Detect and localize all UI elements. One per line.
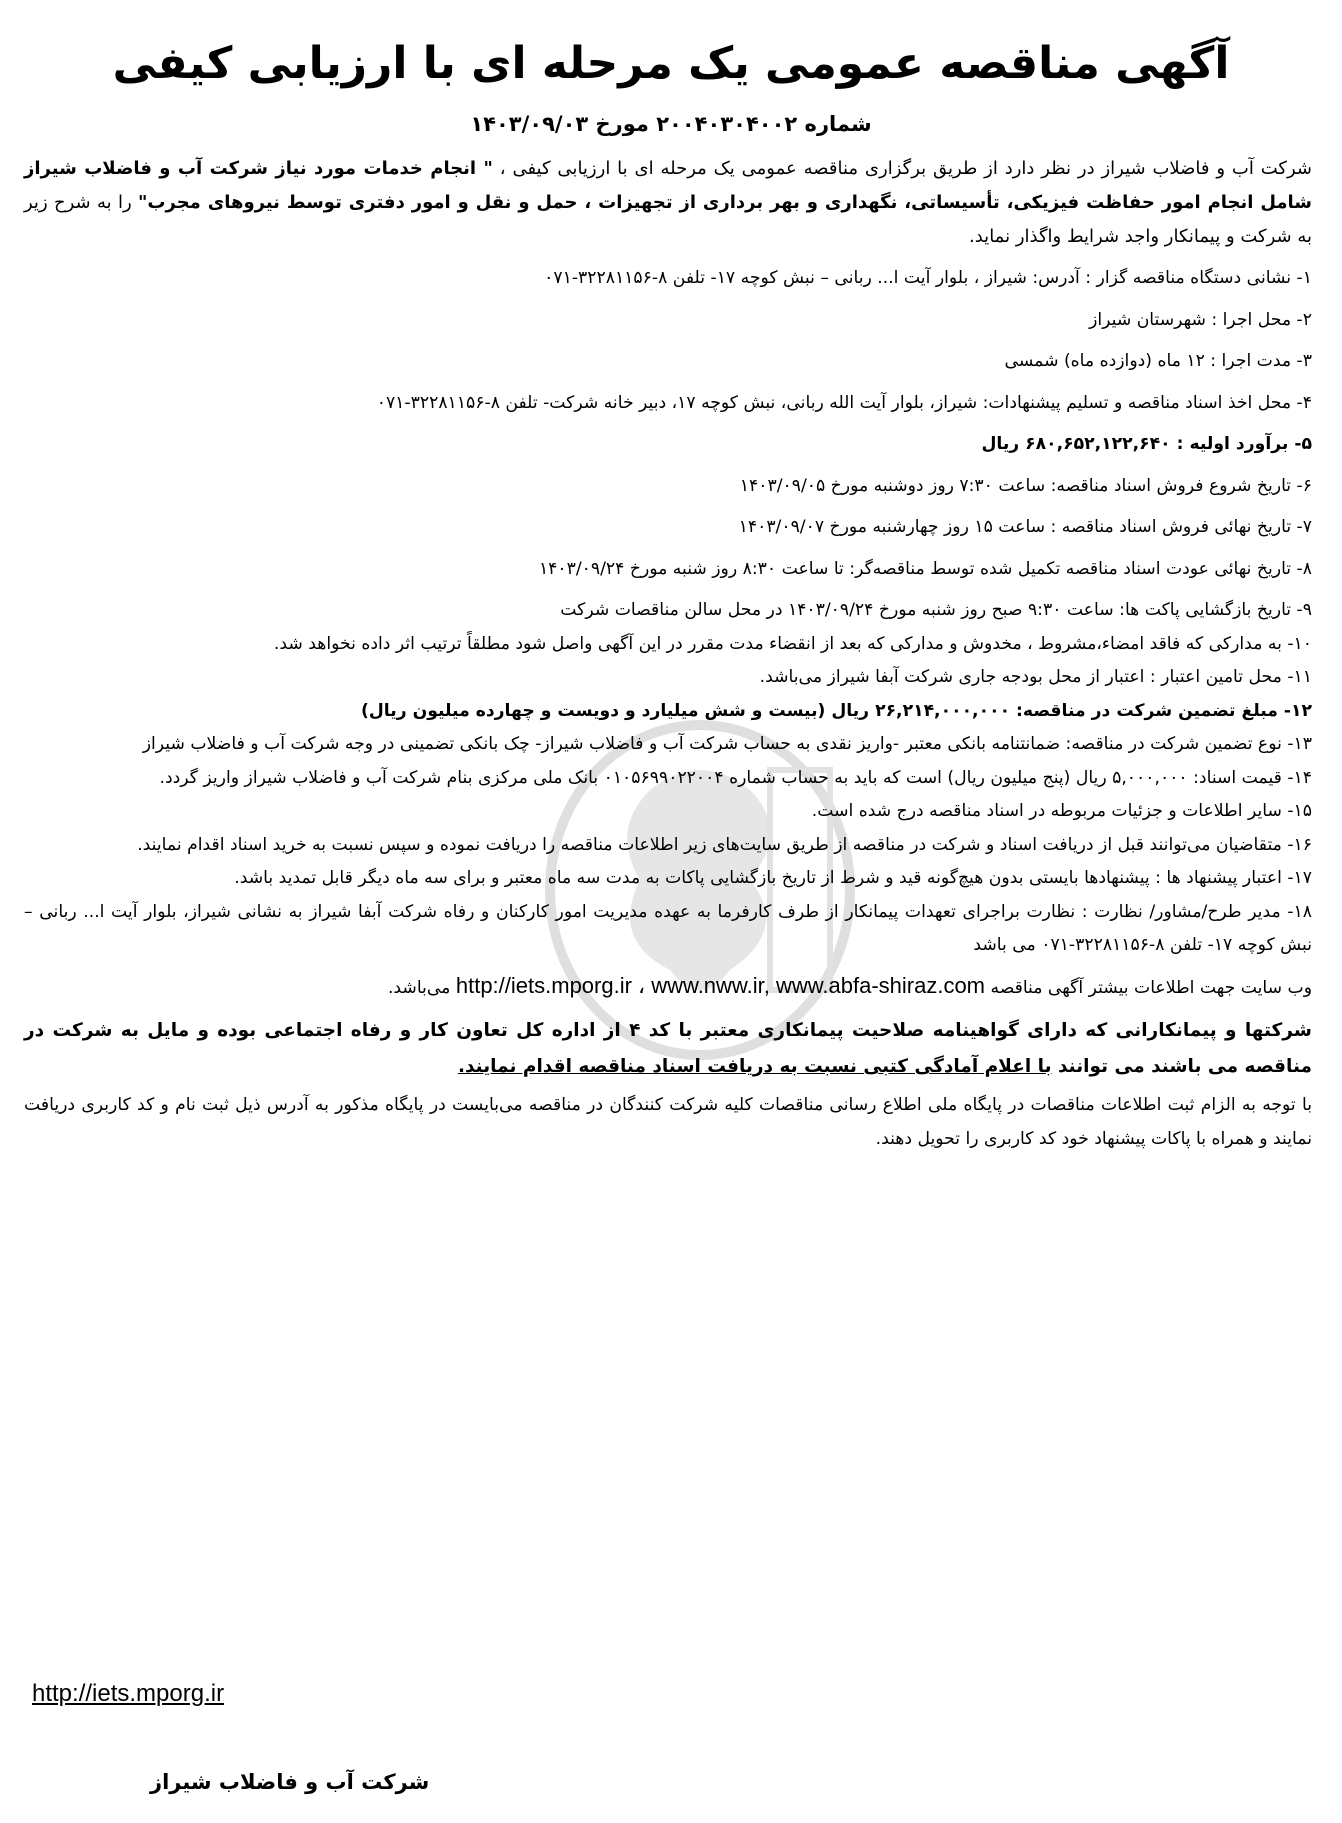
intro-text-1: شرکت آب و فاضلاب شیراز در نظر دارد از طریق برگزاری مناقصه عمومی یک مرحله ای با ارزیابی کیفی ،	[492, 158, 1313, 179]
item-13: ۱۳- نوع تضمین شرکت در مناقصه: ضمانتنامه بانکی معتبر -واریز نقدی به حساب شرکت آب و فاضلاب شیراز- چک بانکی تضمینی در وجه شرکت آب و فاضلاب شیراز	[142, 734, 1312, 754]
intro-paragraph	[24, 152, 1312, 254]
item-5: ۵- برآورد اولیه : ۶۸۰,۶۵۲,۱۲۲,۶۴۰ ریال	[981, 434, 1312, 454]
iets-link[interactable]: http://iets.mporg.ir	[32, 1680, 225, 1707]
item-8: ۸- تاریخ نهائی عودت اسناد مناقصه تکمیل شده توسط مناقصه‌گر: تا ساعت ۸:۳۰ روز شنبه مورخ ۱۴۰۳/۰۹/۲۴	[538, 558, 1312, 579]
item-3: ۳- مدت اجرا : ۱۲ ماه (دوازده ماه) شمسی	[1004, 351, 1312, 371]
item-14: ۱۴- قیمت اسناد: ۵,۰۰۰,۰۰۰ ریال (پنج میلیون ریال) است که باید به حساب شماره ۰۱۰۵۶۹۹۰۲۲۰۰۴ بانک ملی مرکزی بنام شرکت آب و فاضلاب شیراز واریز گردد.	[159, 767, 1312, 788]
item-17: ۱۷- اعتبار پیشنهاد ها : پیشنهادها بایستی بدون هیچ‌گونه قید و شرط از تاریخ بازگشایی پاکات به مدت سه ماه معتبر و برای سه ماه دیگر قابل تمدید باشد.	[234, 868, 1312, 888]
item-4: ۴- محل اخذ اسناد مناقصه و تسلیم پیشنهادات: شیراز، بلوار آیت الله ربانی، نبش کوچه ۱۷، دبیر خانه شرکت- تلفن ۸-۳۲۲۸۱۱۵۶-۰۷۱	[376, 392, 1312, 413]
item-11: ۱۱- محل تامین اعتبار : اعتبار از محل بودجه جاری شرکت آبفا شیراز می‌باشد.	[759, 667, 1312, 687]
notice-main-text: شرکتها و پیمانکارانی که دارای گواهینامه صلاحیت پیمانکاری معتبر با کد ۴ از اداره کل تعاون کار و رفاه اجتماعی بوده و مایل به شرکت در مناقصه می باشند می توانند	[24, 1020, 1312, 1077]
item-12: ۱۲- مبلغ تضمین شرکت در مناقصه: ۲۶,۲۱۴,۰۰۰,۰۰۰ ریال (بیست و شش میلیارد و دویست و چهارده میلیون ریال)	[361, 700, 1312, 721]
item-10: ۱۰- به مدارکی که فاقد امضاء،مشروط ، مخدوش و مدارکی که بعد از انقضاء مدت مقرر در این آگهی واصل شود مطلقاً ترتیب اثر داده نخواهد شد.	[273, 633, 1312, 654]
item-2: ۲- محل اجرا : شهرستان شیراز	[1089, 309, 1312, 330]
intro-text-2: را به شرح زیر به شرکت و پیمانکار واجد شرایط واگذار نماید.	[24, 192, 1312, 247]
item-9: ۹- تاریخ بازگشایی پاکت ها: ساعت ۹:۳۰ صبح روز شنبه مورخ ۱۴۰۳/۰۹/۲۴ در محل سالن مناقصات شرکت	[560, 600, 1312, 620]
item-15: ۱۵- سایر اطلاعات و جزئیات مربوطه در اسناد مناقصه درج شده است.	[811, 801, 1312, 821]
item-6: ۶- تاریخ شروع فروش اسناد مناقصه: ساعت ۷:۳۰ روز دوشنبه مورخ ۱۴۰۳/۰۹/۰۵	[739, 475, 1312, 496]
contractor-notice	[24, 1013, 1312, 1085]
notice-body	[24, 152, 1312, 1156]
website-line	[24, 969, 1312, 1006]
registration-note: با توجه به الزام ثبت اطلاعات مناقصات در پایگاه ملی اطلاع رسانی مناقصات کلیه شرکت کنندگان در مناقصه می‌بایست در پایگاه مذکور به آدرس ذیل ثبت نام و کد کاربری دریافت نمایند و همراه با پاکات پیشنهاد خود کد کاربری را تحویل دهند.	[24, 1095, 1312, 1149]
item-16: ۱۶- متقاضیان می‌توانند قبل از دریافت اسناد و شرکت در مناقصه از طریق سایت‌های زیر اطلاعات مناقصه را دریافت نموده و سپس نسبت به خرید اسناد اقدام نمایند.	[137, 834, 1312, 855]
notice-underlined-text: با اعلام آمادگی کتبی نسبت به دریافت اسناد مناقصه اقدام نمایند.	[457, 1056, 1052, 1077]
website-prefix: وب سایت جهت اطلاعات بیشتر آگهی مناقصه	[990, 977, 1312, 998]
website-urls[interactable]: http://iets.mporg.ir ، www.nww.ir, www.abfa-shiraz.com	[455, 972, 986, 998]
notice-number: شماره ۲۰۰۴۰۳۰۴۰۰۲ مورخ ۱۴۰۳/۰۹/۰۳	[470, 112, 872, 136]
item-1: ۱- نشانی دستگاه مناقصه گزار : آدرس: شیراز ، بلوار آیت ا... ربانی – نبش کوچه ۱۷- تلفن ۸-۳۲۲۸۱۱۵۶-۰۷۱	[544, 268, 1312, 288]
tender-subject: " انجام خدمات مورد نیاز شرکت آب و فاضلاب شیراز شامل انجام امور حفاظت فیزیکی، تأسیساتی، نگهداری و بهر برداری از تجهیزات ، حمل و نقل و امور دفتری توسط نیروهای مجرب"	[24, 158, 1312, 213]
website-suffix: می‌باشد.	[387, 977, 451, 998]
notice-title: آگهی مناقصه عمومی یک مرحله ای با ارزیابی کیفی	[112, 38, 1230, 89]
signature: شرکت آب و فاضلاب شیراز	[150, 1770, 430, 1794]
item-7: ۷- تاریخ نهائی فروش اسناد مناقصه : ساعت ۱۵ روز چهارشنبه مورخ ۱۴۰۳/۰۹/۰۷	[738, 517, 1312, 537]
item-18: ۱۸- مدیر طرح/مشاور/ نظارت : نظارت براجرای تعهدات پیمانکار از طرف کارفرما به عهده مدیریت امور کارکنان و رفاه شرکت آبفا شیراز به نشانی شیراز، بلوار آیت ا... ربانی – نبش کوچه ۱۷- تلفن ۸-۳۲۲۸۱۱۵۶-۰۷۱ می باشد	[24, 901, 1312, 955]
